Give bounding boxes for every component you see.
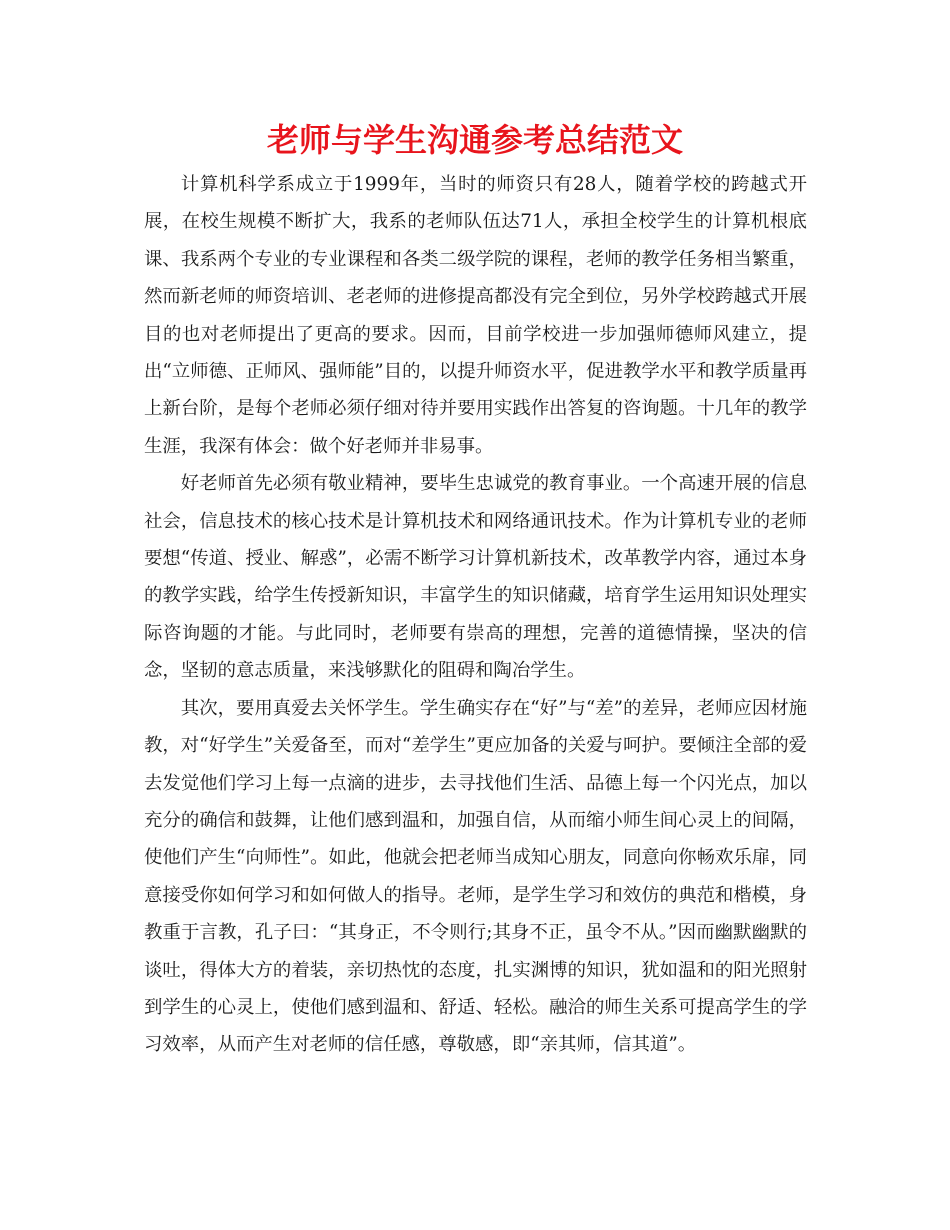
- document-body: [144, 166, 807, 1064]
- paragraph-3: 其次，要用真爱去关怀学生。学生确实存在“好”与“差”的差异，老师应因材施教，对“好学生”关爱备至，而对“差学生”更应加备的关爱与呵护。要倾注全部的爱去发觉他们学习上每一点滴的进步，去寻找他们生活、品德上每一个闪光点，加以充分的确信和鼓舞，让他们感到温和，加强自信，从而缩小师生间心灵上的间隔，使他们产生“向师性”。如此，他就会把老师当成知心朋友，同意向你畅欢乐扉，同意接受你如何学习和如何做人的指导。老师，是学生学习和效仿的典范和楷模，身教重于言教，孔子曰：“其身正，不令则行;其身不正，虽令不从。”因而幽默幽默的谈吐，得体大方的着装，亲切热忱的态度，扎实渊博的知识，犹如温和的阳光照射到学生的心灵上，使他们感到温和、舒适、轻松。融洽的师生关系可提高学生的学习效率，从而产生对老师的信任感，尊敬感，即“亲其师，信其道”。: [144, 697, 807, 1056]
- document-title: 老师与学生沟通参考总结范文: [266, 121, 683, 159]
- paragraph-2: 好老师首先必须有敬业精神，要毕生忠诚党的教育事业。一个高速开展的信息社会，信息技术的核心技术是计算机技术和网络通讯技术。作为计算机专业的老师要想“传道、授业、解惑”，必需不断学习计算机新技术，改革教学内容，通过本身的教学实践，给学生传授新知识，丰富学生的知识储藏，培育学生运用知识处理实际咨询题的才能。与此同时，老师要有崇高的理想，完善的道德情操，坚决的信念，坚韧的意志质量，来浅够默化的阻碍和陶冶学生。: [144, 473, 807, 682]
- paragraph-1: 计算机科学系成立于1999年，当时的师资只有28人，随着学校的跨越式开展，在校生规模不断扩大，我系的老师队伍达71人，承担全校学生的计算机根底课、我系两个专业的专业课程和各类二级学院的课程，老师的教学任务相当繁重，然而新老师的师资培训、老老师的进修提高都没有完全到位，另外学校跨越式开展目的也对老师提出了更高的要求。因而，目前学校进一步加强师德师风建立，提出“立师德、正师风、强师能”目的，以提升师资水平，促进教学水平和教学质量再上新台阶，是每个老师必须仔细对待并要用实践作出答复的咨询题。十几年的教学生涯，我深有体会：做个好老师并非易事。: [144, 174, 807, 457]
